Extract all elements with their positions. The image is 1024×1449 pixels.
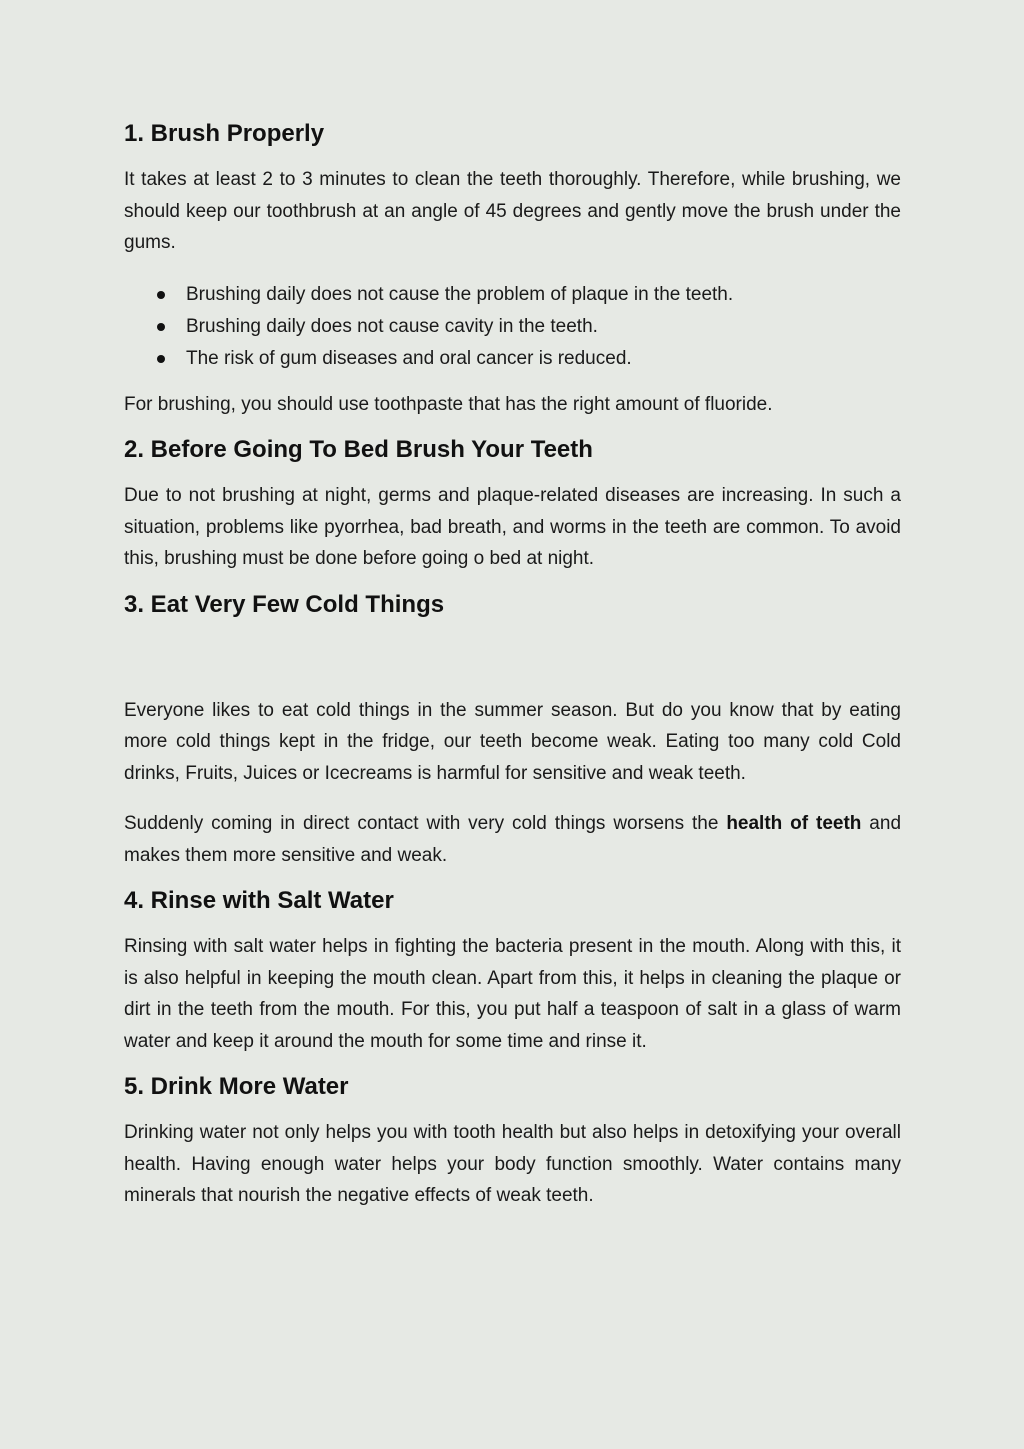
section-heading-drink-water: 5. Drink More Water xyxy=(124,1073,349,1100)
text-span: Suddenly coming in direct contact with very cold things worsens the xyxy=(124,813,727,834)
text-span: and makes them more sensitive and weak. xyxy=(124,813,902,866)
paragraph-fluoride: For brushing, you should use toothpaste that has the right amount of fluoride. xyxy=(124,393,773,415)
list-item-text: Brushing daily does not cause cavity in the teeth. xyxy=(186,315,598,337)
list-item-text: Brushing daily does not cause the problem of plaque in the teeth. xyxy=(186,283,734,305)
paragraph-cold-things: Everyone likes to eat cold things in the summer season. But do you know that by eating more cold things kept in the fridge, our teeth become weak. Eating too many cold Cold drinks, Fruits, Juices or Icecreams is harmful for sensitive and weak teeth. xyxy=(124,699,901,784)
section-heading-bedtime-brushing: 2. Before Going To Bed Brush Your Teeth xyxy=(124,436,593,463)
paragraph-teeth-sensitivity xyxy=(124,808,901,871)
section-heading-salt-water: 4. Rinse with Salt Water xyxy=(124,887,394,914)
list-item xyxy=(124,343,901,375)
bullet-icon xyxy=(157,355,165,363)
paragraph-night-brushing: Due to not brushing at night, germs and plaque-related diseases are increasing. In such a situation, problems like pyorrhea, bad breath, and worms in the teeth are common. To avoid this, brushing must be done before going o bed at night. xyxy=(124,485,901,569)
list-item xyxy=(124,311,901,343)
bullet-icon xyxy=(157,291,165,299)
list-item xyxy=(124,279,901,311)
bold-phrase-health-of-teeth: health of teeth xyxy=(726,813,862,834)
paragraph-brush-technique: It takes at least 2 to 3 minutes to clean the teeth thoroughly. Therefore, while brushing, we should keep our toothbrush at an angle of 45 degrees and gently move the brush under the gums. xyxy=(124,169,901,253)
bullet-icon xyxy=(157,323,165,331)
section-heading-brush-properly: 1. Brush Properly xyxy=(124,120,325,147)
paragraph-drink-water: Drinking water not only helps you with tooth health but also helps in detoxifying your overall health. Having enough water helps your body function smoothly. Water contains many minerals that nourish the negative effects of weak teeth. xyxy=(124,1122,901,1206)
document-page xyxy=(124,118,901,1212)
section-heading-cold-things: 3. Eat Very Few Cold Things xyxy=(124,590,445,618)
list-item-text: The risk of gum diseases and oral cancer is reduced. xyxy=(186,347,632,369)
benefits-list xyxy=(124,279,901,375)
paragraph-salt-water: Rinsing with salt water helps in fighting the bacteria present in the mouth. Along with this, it is also helpful in keeping the mouth clean. Apart from this, it helps in cleaning the plaque or dirt in the teeth from the mouth. For this, you put half a teaspoon of salt in a glass of warm water and keep it around the mouth for some time and rinse it. xyxy=(124,936,901,1052)
